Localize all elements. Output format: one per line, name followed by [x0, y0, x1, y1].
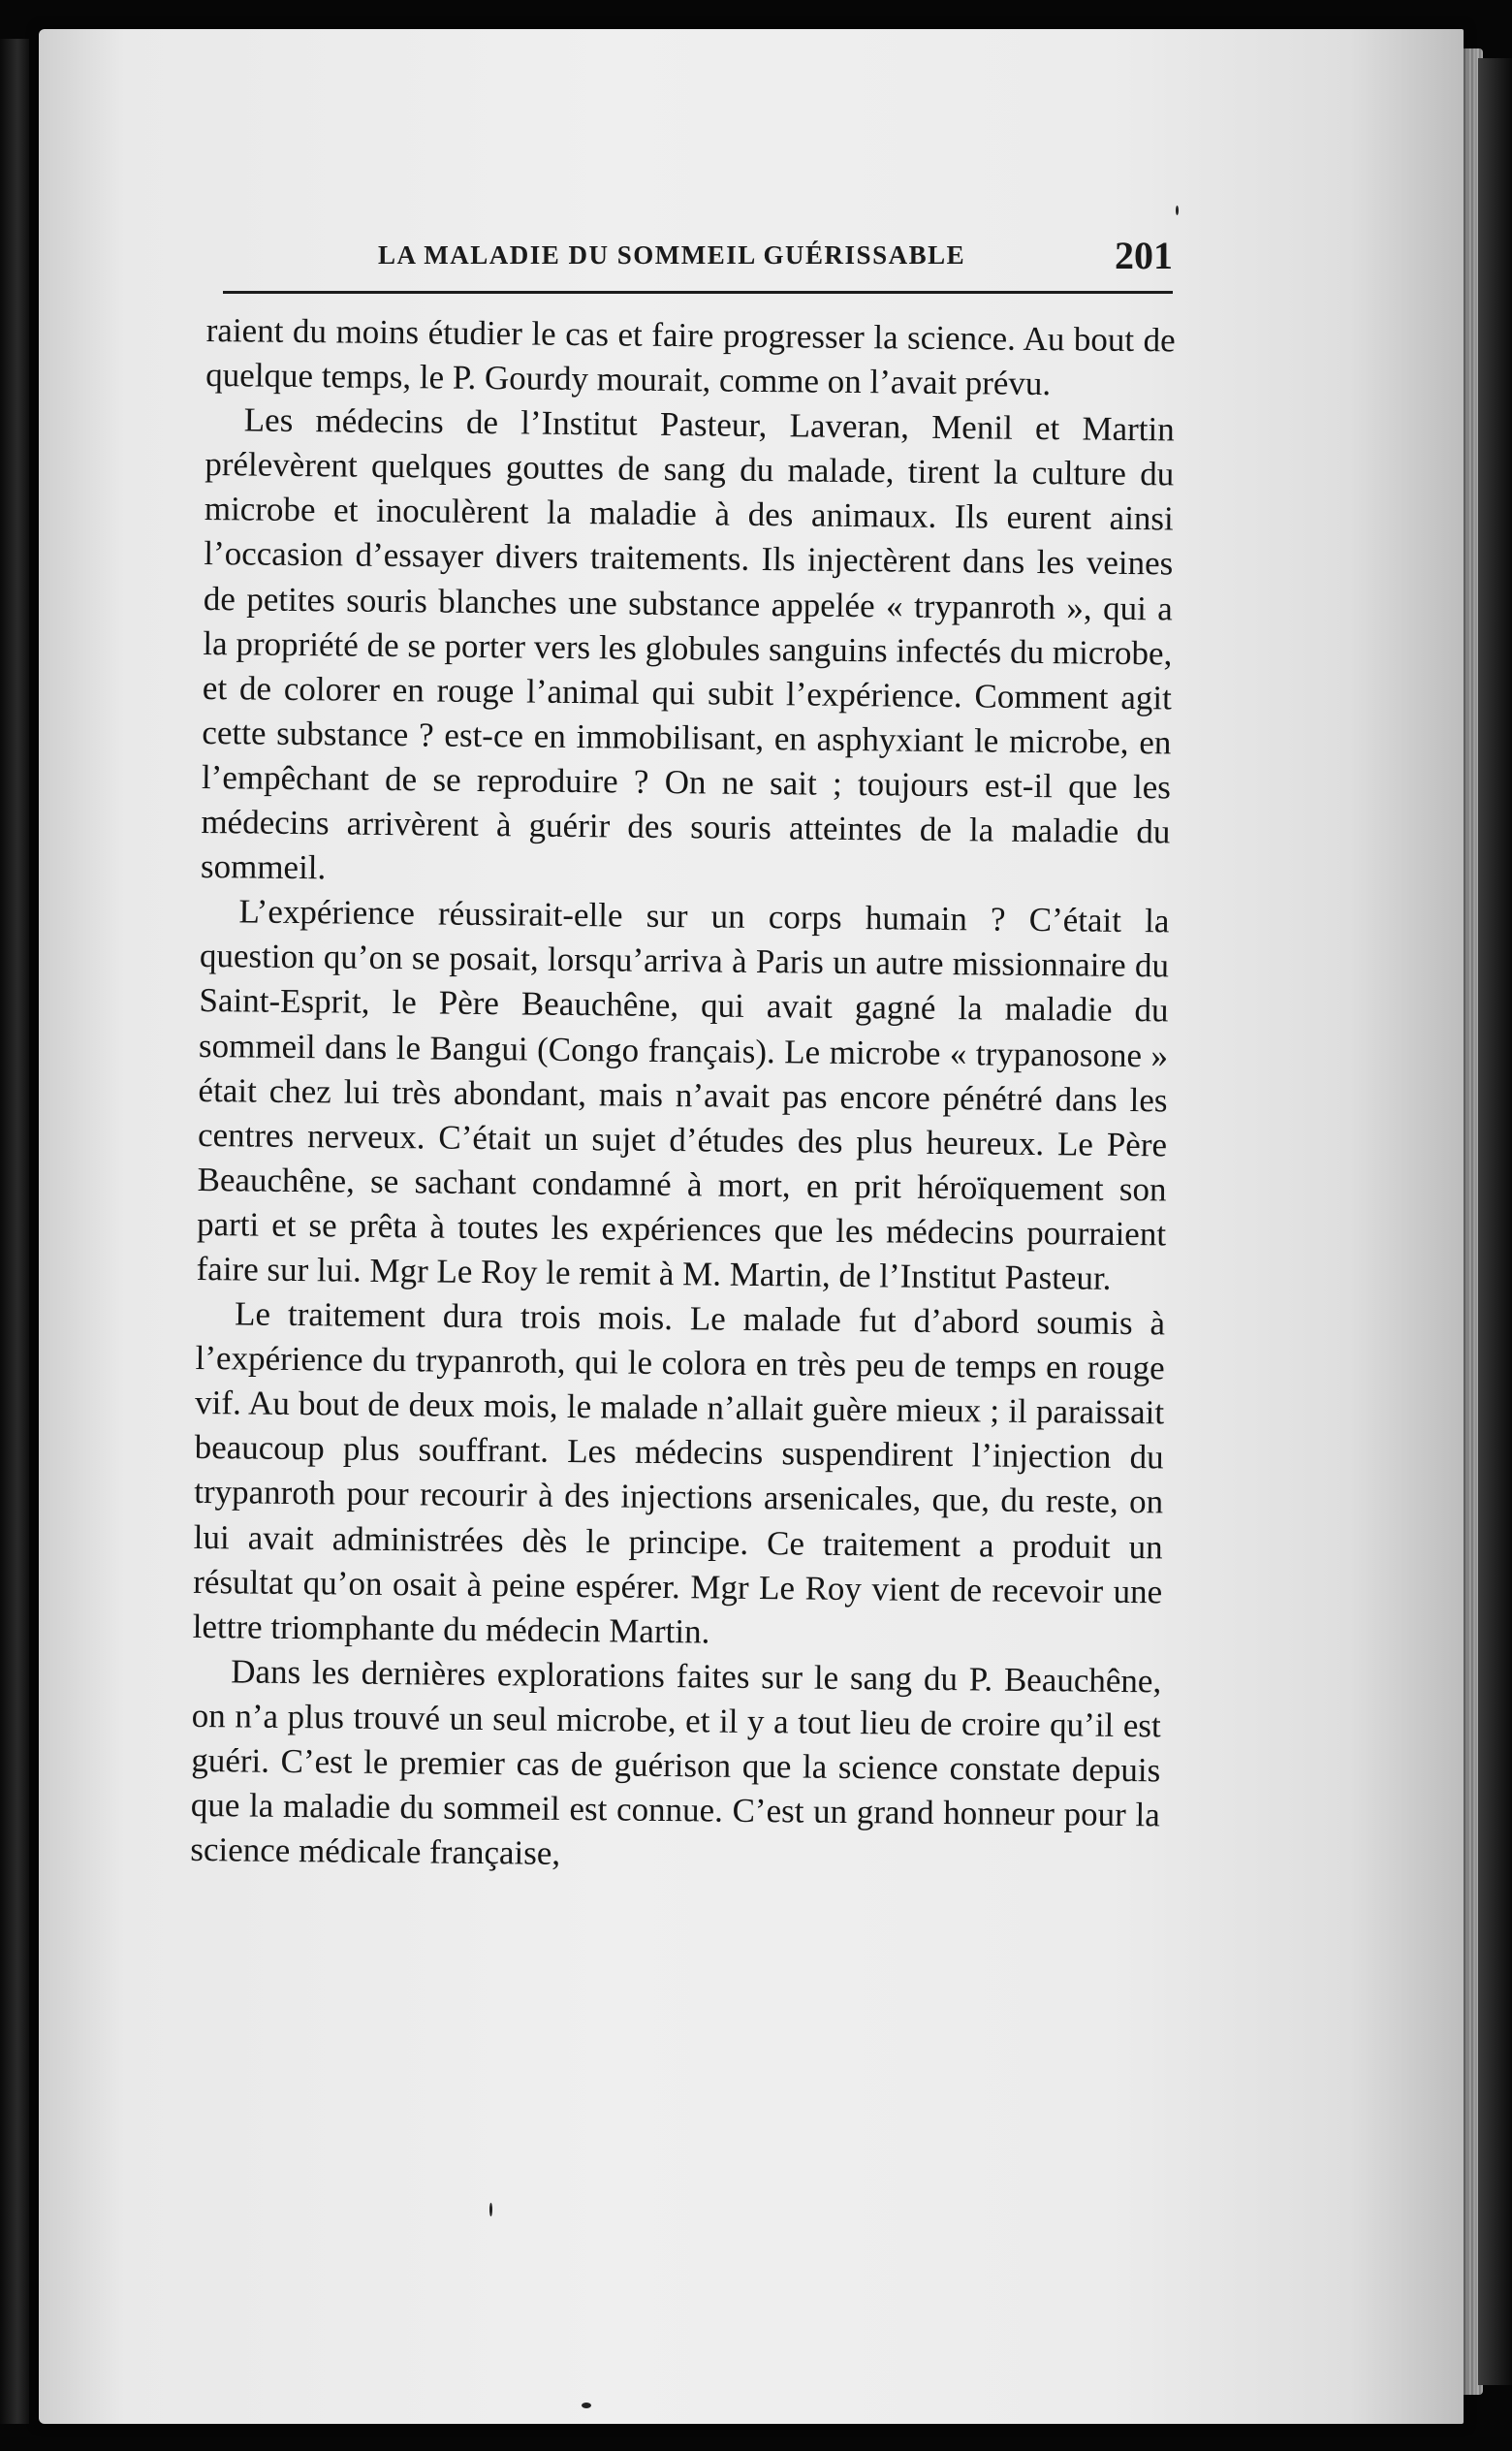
paragraph: Dans les dernières explorations faites sur le sang du P. Beauchêne, on n’a plus trouvé un seul microbe, et il y a tout lieu de croire qu’il est guéri. C’est le premier cas de guérison que la science constate depuis que la maladie du sommeil est connue. C’est un grand honneur pour la science médicale française,	[190, 1652, 1162, 1873]
body-text	[190, 308, 1176, 1883]
paragraph: Le traitement dura trois mois. Le malade fut d’abord soumis à l’expérience du trypanroth, qui le colora en très peu de temps en rouge vif. Au bout de deux mois, le malade n’allait guère mieux ; il paraissait beaucoup plus souffrant. Les médecins suspendirent l’injection du trypanroth pour recourir à des injections arsenicales, que, du reste, on lui avait administrées dès le principe. Ce traitement a produit un résultat qu’on osait à peine espérer. Mgr Le Roy vient de recevoir une lettre triomphante du médecin Martin.	[192, 1294, 1166, 1651]
scan-speck	[582, 2403, 591, 2408]
page-number: 201	[1115, 234, 1173, 277]
paragraph: Les médecins de l’Institut Pasteur, Laveran, Menil et Martin prélevèrent quelques gouttes de sang du malade, tirent la culture du microbe et inoculèrent la maladie à des animaux. Ils eurent ainsi l’occasion d’essayer divers traitements. Ils injectèrent dans les veines de petites souris blanches une substance appelée « trypanroth », qui a la propriété de se porter vers les globules sanguins infectés du microbe, et de colorer en rouge l’animal qui subit l’expérience. Comment agit cette substance ? est-ce en immobilisant, en asphyxiant le microbe, en l’empêchant de se reproduire ? On ne sait ; toujours est-il que les médecins arrivèrent à guérir des souris atteintes de la maladie du sommeil.	[200, 400, 1175, 887]
scan-speck	[1176, 206, 1179, 215]
page-edges-shadow	[1478, 58, 1512, 2385]
paragraph: raient du moins étudier le cas et faire progresser la science. Au bout de quelque temps, le P. Gourdy mourait, comme on l’avait prévu.	[205, 310, 1176, 403]
header-rule	[223, 291, 1173, 294]
running-title: LA MALADIE DU SOMMEIL GUÉRISSABLE	[378, 240, 966, 270]
scan-speck	[489, 2203, 492, 2216]
running-head	[223, 221, 1173, 279]
binding-edge	[0, 39, 29, 2424]
paragraph: L’expérience réussirait-elle sur un corps humain ? C’était la question qu’on se posait, lorsqu’arriva à Paris un autre missionnaire du Saint-Esprit, le Père Beauchêne, qui avait gagné la maladie du sommeil dans le Bangui (Congo français). Le microbe « trypanosone » était chez lui très abondant, mais n’avait pas encore pénétré dans les centres nerveux. C’était un sujet d’études des plus heureux. Le Père Beauchêne, se sachant condamné à mort, en prit héroïquement son parti et se prêta à toutes les expériences que les médecins pourraient faire sur lui. Mgr Le Roy le remit à M. Martin, de l’Institut Pasteur.	[196, 892, 1170, 1297]
